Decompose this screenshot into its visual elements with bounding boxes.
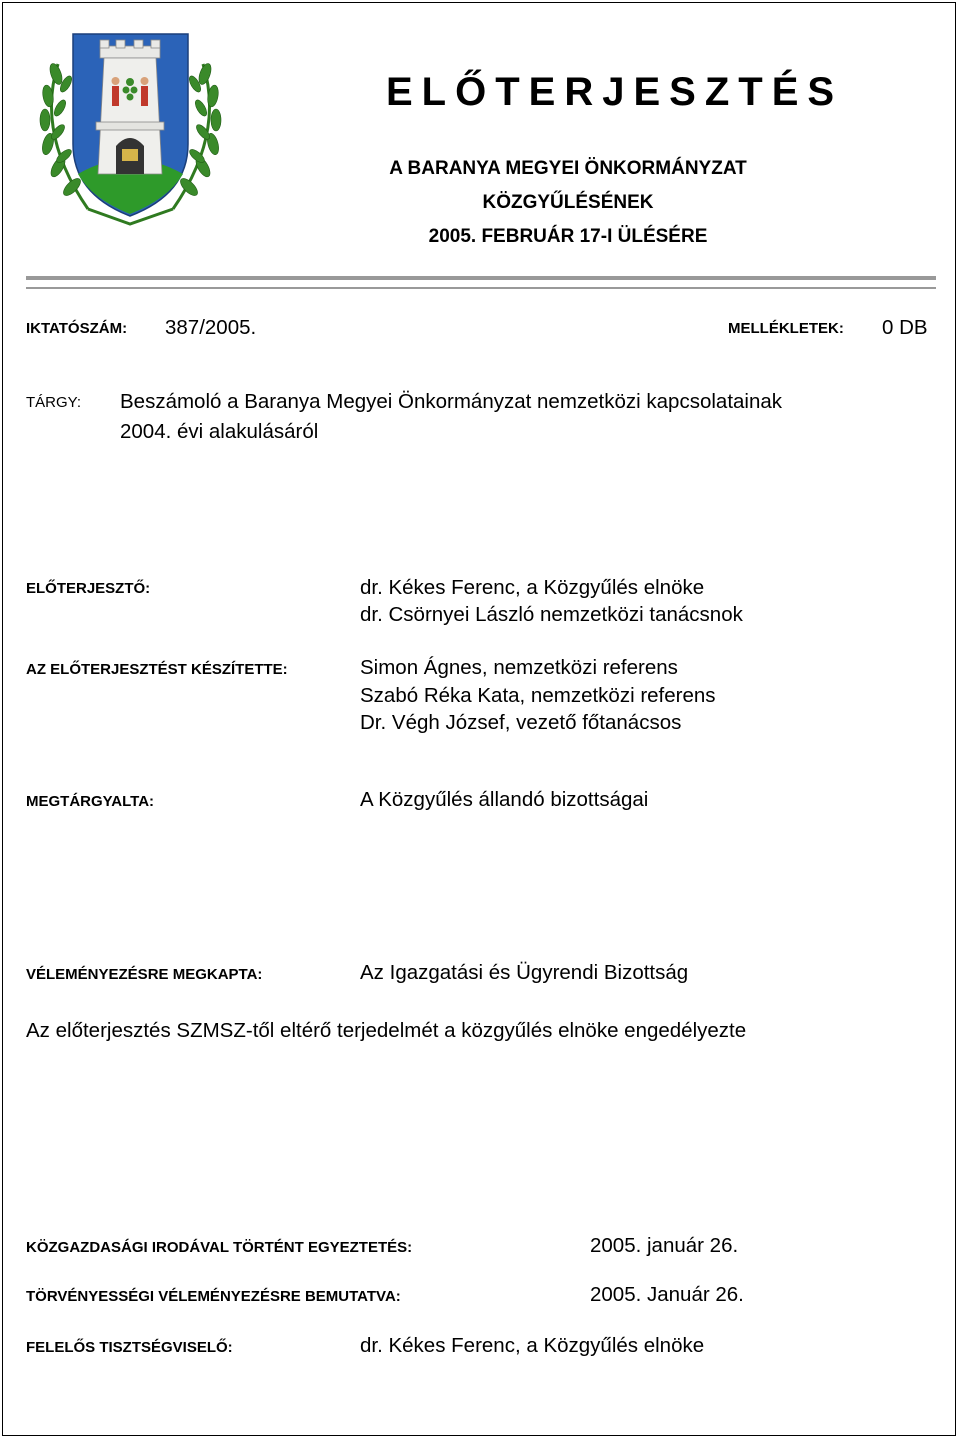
header-line-2: KÖZGYŰLÉSÉNEK bbox=[482, 192, 654, 213]
prepared-by-label: AZ ELŐTERJESZTÉST KÉSZÍTETTE: bbox=[26, 661, 288, 678]
iktatoszam-label: IKTATÓSZÁM: bbox=[26, 320, 128, 337]
divider-rule bbox=[26, 276, 936, 280]
legal-date: 2005. Január 26. bbox=[590, 1283, 744, 1306]
discussed-value: A Közgyűlés állandó bizottságai bbox=[360, 788, 649, 811]
preparer-name: Dr. Végh József, vezető főtanácsos bbox=[360, 711, 682, 734]
presenter-name: dr. Kékes Ferenc, a Közgyűlés elnöke bbox=[360, 576, 705, 599]
presenter-name: dr. Csörnyei László nemzetközi tanácsnok bbox=[360, 603, 743, 626]
preparer-name: Simon Ágnes, nemzetközi referens bbox=[360, 656, 678, 679]
approval-note: Az előterjesztés SZMSZ-től eltérő terjedelmét a közgyűlés elnöke engedélyezte bbox=[26, 1019, 747, 1042]
header-line-3: 2005. FEBRUÁR 17-I ÜLÉSÉRE bbox=[428, 226, 708, 247]
reviewed-value: Az Igazgatási és Ügyrendi Bizottság bbox=[360, 961, 689, 984]
divider-rule bbox=[26, 287, 936, 289]
responsible-label: FELELŐS TISZTSÉGVISELŐ: bbox=[26, 1339, 233, 1356]
reviewed-label: VÉLEMÉNYEZÉSRE MEGKAPTA: bbox=[26, 966, 263, 983]
legal-label: TÖRVÉNYESSÉGI VÉLEMÉNYEZÉSRE BEMUTATVA: bbox=[26, 1288, 401, 1305]
economic-date: 2005. január 26. bbox=[590, 1234, 739, 1257]
header-line-1: A BARANYA MEGYEI ÖNKORMÁNYZAT bbox=[389, 158, 747, 179]
discussed-label: MEGTÁRGYALTA: bbox=[26, 793, 155, 810]
subject-label: TÁRGY: bbox=[26, 394, 82, 411]
mellekletek-value: 0 DB bbox=[882, 316, 928, 339]
coat-of-arms-icon bbox=[28, 24, 233, 232]
iktatoszam-value: 387/2005. bbox=[165, 316, 257, 339]
subject-line-1: Beszámoló a Baranya Megyei Önkormányzat nemzetközi kapcsolatainak bbox=[120, 390, 783, 413]
mellekletek-label: MELLÉKLETEK: bbox=[728, 320, 844, 337]
economic-label: KÖZGAZDASÁGI IRODÁVAL TÖRTÉNT EGYEZTETÉS: bbox=[26, 1239, 413, 1256]
subject-line-2: 2004. évi alakulásáról bbox=[120, 420, 319, 443]
presenter-label: ELŐTERJESZTŐ: bbox=[26, 580, 151, 597]
responsible-value: dr. Kékes Ferenc, a Közgyűlés elnöke bbox=[360, 1334, 705, 1357]
preparer-name: Szabó Réka Kata, nemzetközi referens bbox=[360, 684, 716, 707]
document-title: ELŐTERJESZTÉS bbox=[386, 70, 844, 114]
